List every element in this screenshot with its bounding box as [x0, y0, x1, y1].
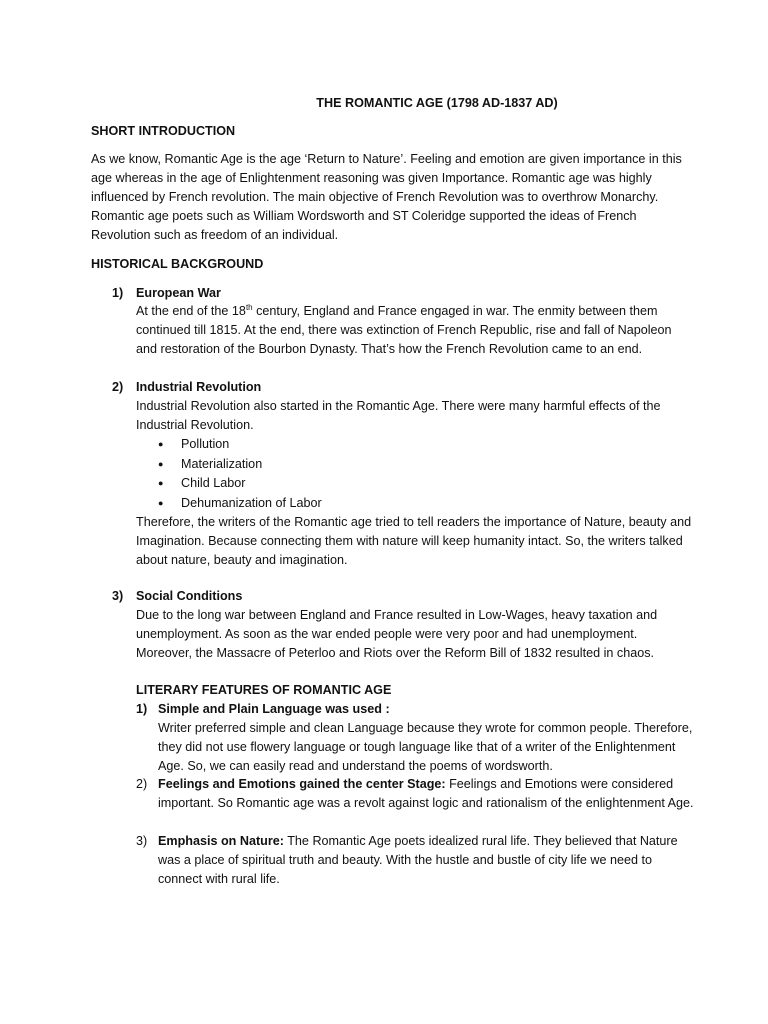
history-item-text-after: Therefore, the writers of the Romantic age tried to tell readers the importance of Nature, beauty and Imagination. Because connecting them with nature will keep humanity intact. So, the writers talked about nature, beauty and imagination. [136, 515, 692, 567]
history-item-title: European War [136, 286, 221, 300]
literary-item-text [158, 832, 698, 889]
history-item-text [136, 302, 696, 359]
history-item-text-part: century, England and France engaged in war. The enmity between them continued till 1815. At the end, there was extinction of French Republic, rise and fall of Napoleon and restoration of the Bourbon Dynasty. That’s how the French Revolution came to an end. [136, 304, 672, 356]
literary-item-number: 2) [136, 777, 148, 791]
literary-item-body: The Romantic Age poets idealized rural life. They believed that Nature was a place of spiritual truth and beauty. With the hustle and bustle of city life we need to connect with rural life. [158, 834, 678, 886]
history-item-title: Industrial Revolution [136, 380, 262, 394]
literary-item-number: 3) [136, 834, 148, 848]
bullet-icon: ● [158, 439, 164, 449]
history-item-number: 2) [112, 380, 124, 394]
literary-item-body: Feelings and Emotions were considered important. So Romantic age was a revolt against logic and rationalism of the enlightenment Age. [158, 777, 694, 810]
literary-item-title: Emphasis on Nature: [158, 834, 284, 848]
bullet-icon: ● [158, 498, 164, 508]
bullet-icon: ● [158, 478, 164, 488]
bullet-item: Materialization [181, 457, 263, 471]
literary-heading: LITERARY FEATURES OF ROMANTIC AGE [136, 683, 392, 697]
bullet-item: Dehumanization of Labor [181, 496, 322, 510]
history-item-number: 1) [112, 286, 124, 300]
document-title: THE ROMANTIC AGE (1798 AD-1837 AD) [316, 96, 558, 110]
bullet-icon: ● [158, 459, 164, 469]
history-item-text: Industrial Revolution also started in the Romantic Age. There were many harmful effects of the Industrial Revolution. [136, 399, 661, 432]
history-item-title: Social Conditions [136, 589, 243, 603]
bullet-item: Pollution [181, 437, 230, 451]
history-heading: HISTORICAL BACKGROUND [91, 257, 264, 271]
superscript: th [245, 302, 253, 312]
history-item-text: Due to the long war between England and France resulted in Low-Wages, heavy taxation and unemployment. As soon as the war ended people were very poor and had unemployment. Moreover, the Massacre of Peterloo and Riots over the Reform Bill of 1832 resulted in chaos. [136, 608, 658, 660]
intro-heading: SHORT INTRODUCTION [91, 124, 236, 138]
literary-item-text [158, 775, 698, 813]
literary-item-title: Simple and Plain Language was used : [158, 702, 390, 716]
literary-item-text: Writer preferred simple and clean Language because they wrote for common people. Therefore, they did not use flowery language or tough language like that of a writer of the Enlightenment Age. So, we can easily read and understand the poems of wordsworth. [158, 721, 693, 773]
literary-item-number: 1) [136, 702, 148, 716]
intro-paragraph: As we know, Romantic Age is the age ‘Return to Nature’. Feeling and emotion are given importance in this age whereas in the age of Enlightenment reasoning was given Importance. Romantic age was highly influenced by French revolution. The main objective of French Revolution was to overthrow Monarchy. Romantic age poets such as William Wordsworth and ST Coleridge supported the ideas of French Revolution such as freedom of an individual. [91, 152, 682, 242]
history-item-text-part: At the end of the 18 [136, 304, 246, 318]
bullet-item: Child Labor [181, 476, 246, 490]
history-item-number: 3) [112, 589, 124, 603]
literary-item-title: Feelings and Emotions gained the center Stage: [158, 777, 446, 791]
